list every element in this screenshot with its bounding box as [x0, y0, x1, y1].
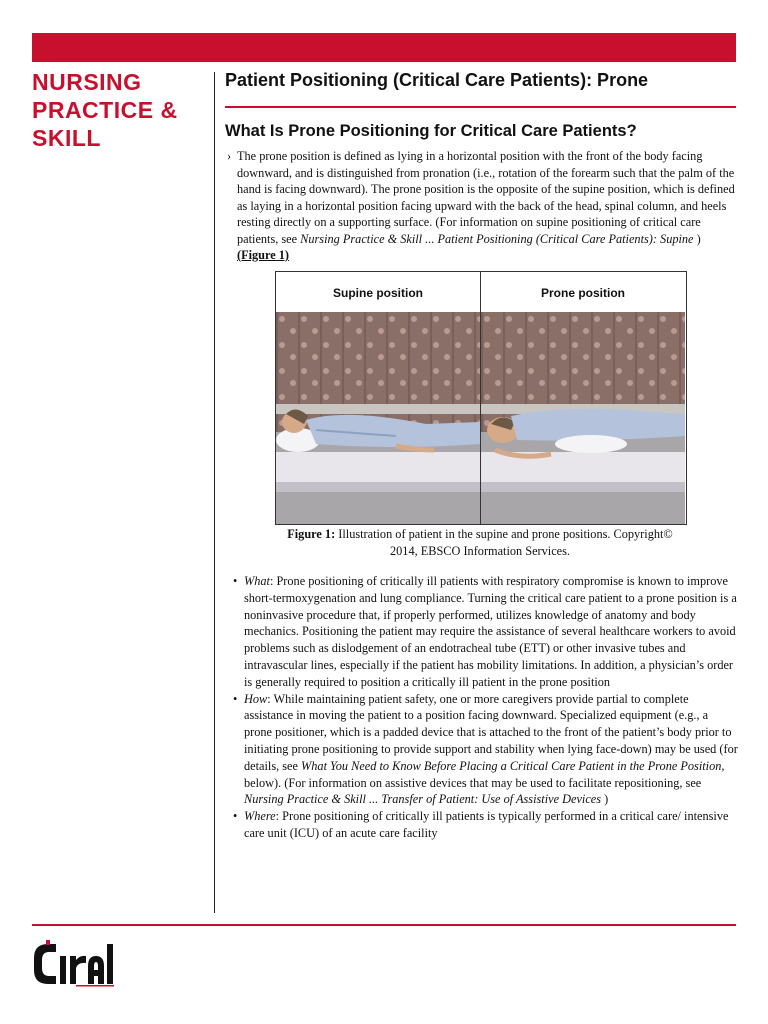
figure-1-link[interactable]: (Figure 1) — [237, 248, 290, 262]
page-title: Patient Positioning (Critical Care Patients): Prone — [225, 70, 649, 90]
prone-panel — [481, 272, 685, 524]
supine-photo — [276, 312, 480, 524]
caption-text: Illustration of patient in the supine and prone positions. Copyright© 2014, EBSCO Information Services. — [335, 527, 673, 558]
brand-line-3: SKILL — [32, 125, 101, 151]
figure-1 — [275, 271, 687, 525]
bullet-text-how-a: : While maintaining patient safety, one or more caregivers provide partial to complete assistance in moving the patient to a position facing downward. Specialized equipment (e.g., a prone positioner, which is a padded device that is attached to the front of the patient’s body prior to initiating prone positioning to provide support and stability when lying face-down) may be used (for details, see — [244, 691, 738, 773]
bullet-where — [233, 808, 738, 842]
bullet-text-how-b: , below). (For information on assistive devices that may be used to facilitate repositioning, see — [244, 758, 725, 790]
brand-title — [32, 68, 202, 152]
supine-panel — [276, 272, 480, 524]
bullet-how — [233, 691, 738, 809]
bullet-reference-how-b[interactable]: Nursing Practice & Skill ... Transfer of Patient: Use of Assistive Devices — [244, 792, 602, 807]
brand-line-1: NURSING — [32, 69, 142, 95]
bullet-what — [233, 573, 738, 691]
bullet-reference-how-a[interactable]: What You Need to Know Before Placing a Critical Care Patient in the Prone Position — [301, 758, 722, 773]
bullet-text-how-c: ) — [601, 792, 609, 807]
header-bar — [32, 33, 736, 62]
cinahl-logo — [30, 938, 120, 988]
intro-paragraph — [225, 148, 737, 264]
bullet-lead-where: Where — [244, 809, 276, 824]
prone-photo — [481, 312, 685, 524]
intro-reference-close: ) — [693, 231, 701, 246]
bullet-marker: • — [233, 691, 238, 706]
intro-text: The prone position is defined as lying in a horizontal position with the front of the body facing downward, and is distinguished from pronation (i.e., rotation of the forearm such that the palm of the hand is facing downward). The prone position is the opposite of the supine position, which is defined as laying in a horizontal position facing upward with the back of the head, spinal column, and heels resting directly on a supporting surface. (For information on supine positioning of critical care patients, see — [237, 149, 735, 246]
section-heading: What Is Prone Positioning for Critical Care Patients? — [225, 122, 637, 140]
bullet-lead-what: What — [244, 574, 270, 588]
prone-label: Prone position — [481, 272, 685, 312]
column-divider — [214, 72, 215, 913]
bullet-marker: • — [233, 809, 238, 824]
supine-label: Supine position — [276, 272, 480, 312]
intro-reference[interactable]: Nursing Practice & Skill ... Patient Positioning (Critical Care Patients): Supine — [300, 231, 694, 246]
brand-line-2: PRACTICE & — [32, 97, 178, 123]
bullet-list — [233, 573, 738, 842]
bullet-lead-how: How — [244, 691, 268, 706]
bullet-marker: • — [233, 574, 238, 588]
title-rule — [225, 106, 736, 108]
footer-rule — [32, 924, 736, 926]
caption-label: Figure 1: — [287, 527, 336, 541]
figure-caption — [275, 526, 685, 559]
bullet-text-where: : Prone positioning of critically ill patients is typically performed in a critical care/ intensive care unit (ICU) of an acute care facility — [244, 809, 729, 840]
bullet-text-what: : Prone positioning of critically ill patients with respiratory compromise is known to improve short-termoxygenation and lung compliance. Turning the critical care patient to a prone position is a noninvasive procedure that, if properly performed, utilizes knowledge of anatomy and body mechanics. Positioning the patient may require the assistance of several healthcare workers to avoid problems such as dislodgement of an endotracheal tube (ETT) or other invasive tubes and intravascular lines, especially if the patient has mobility limitations. In addition, a physician’s order is generally required to position a critically ill patient in the prone position — [244, 574, 737, 689]
intro-marker: › — [227, 149, 232, 163]
